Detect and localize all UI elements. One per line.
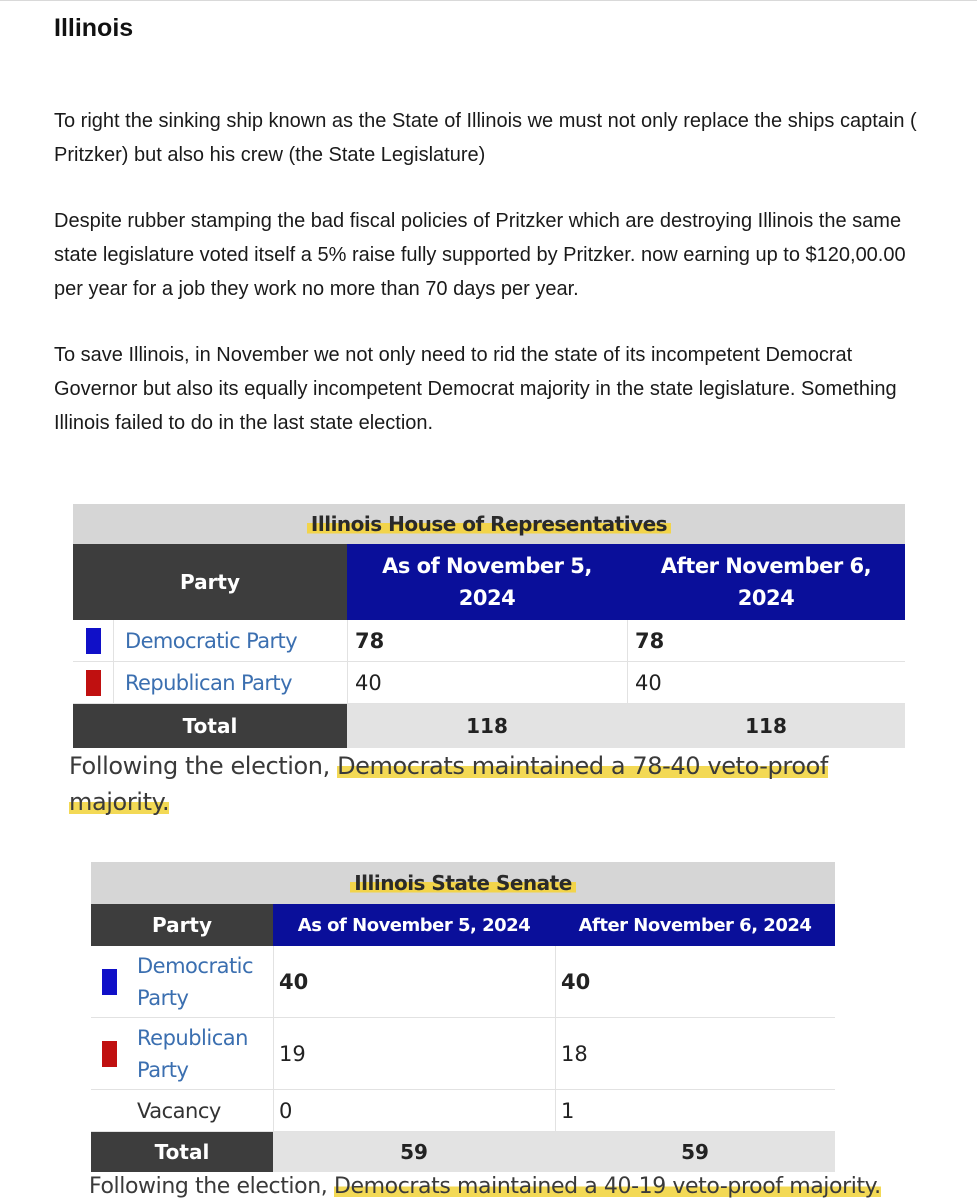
house-party-democratic: Democratic Party xyxy=(125,629,298,653)
house-caption: Illinois House of Representatives xyxy=(307,512,671,536)
republican-color-swatch xyxy=(102,1041,117,1067)
house-note-prefix: Following the election, xyxy=(69,752,338,780)
house-caption-band xyxy=(73,504,905,544)
senate-table xyxy=(91,862,835,1172)
house-party-republican: Republican Party xyxy=(125,671,292,695)
senate-dem-after: 40 xyxy=(561,970,591,994)
democratic-color-swatch xyxy=(86,628,101,654)
republican-color-swatch xyxy=(86,670,101,696)
house-rep-before: 40 xyxy=(355,671,382,695)
senate-divider xyxy=(273,946,274,1132)
house-note-highlight-1: Democrats maintained a 78-40 veto-proof xyxy=(337,752,828,780)
top-divider xyxy=(0,0,977,1)
senate-total-after: 59 xyxy=(555,1132,835,1172)
senate-header-party: Party xyxy=(91,904,273,946)
senate-party-republican-line1: Republican xyxy=(137,1026,248,1050)
senate-header-after: After November 6, 2024 xyxy=(555,904,835,946)
house-divider xyxy=(627,620,628,704)
paragraph-2: Despite rubber stamping the bad fiscal policies of Pritzker which are destroying Illinois the same state legislature voted itself a 5% raise fully supported by Pritzker. now earning up to $120,00.00 per year for a job they work no more than 70 days per year. xyxy=(54,210,906,300)
house-note xyxy=(69,748,909,820)
senate-swatch-cell xyxy=(91,946,127,1018)
house-rep-after: 40 xyxy=(635,671,662,695)
house-header-party: Party xyxy=(73,544,347,620)
house-total-after: 118 xyxy=(627,704,905,748)
senate-caption-band xyxy=(91,862,835,904)
paragraph-1: To right the sinking ship known as the State of Illinois we must not only replace the ships captain ( Pritzker) but also his crew (the State Legislature) xyxy=(54,110,917,166)
senate-rep-after: 18 xyxy=(561,1042,588,1066)
senate-caption: Illinois State Senate xyxy=(350,871,576,895)
house-swatch-cell xyxy=(73,662,113,704)
house-header-after xyxy=(627,544,905,620)
house-dem-before: 78 xyxy=(355,629,385,653)
house-header-before-line1: As of November 5, xyxy=(382,554,592,578)
senate-party-vacancy: Vacancy xyxy=(137,1099,221,1123)
house-divider xyxy=(347,620,348,704)
senate-note-highlight: Democrats maintained a 40-19 veto-proof majority. xyxy=(333,1174,881,1199)
house-divider xyxy=(113,620,114,704)
house-header-before xyxy=(347,544,627,620)
senate-party-democratic-line2: Party xyxy=(137,986,189,1010)
senate-party-democratic-line1: Democratic xyxy=(137,954,254,978)
house-header-after-line2: 2024 xyxy=(737,586,795,610)
democratic-color-swatch xyxy=(102,969,117,995)
house-dem-after: 78 xyxy=(635,629,665,653)
senate-divider xyxy=(555,946,556,1132)
senate-vac-after: 1 xyxy=(561,1099,575,1123)
senate-party-democratic xyxy=(137,946,271,1018)
house-note-highlight-2: majority. xyxy=(69,788,170,816)
senate-party-republican-line2: Party xyxy=(137,1058,189,1082)
senate-swatch-cell xyxy=(91,1018,127,1090)
house-swatch-cell xyxy=(73,620,113,662)
embedded-tables-image xyxy=(55,494,923,1200)
house-total-label: Total xyxy=(73,704,347,748)
senate-note-prefix: Following the election, xyxy=(89,1174,334,1199)
senate-note xyxy=(89,1172,923,1202)
house-header-after-line1: After November 6, xyxy=(660,554,872,578)
senate-vac-before: 0 xyxy=(279,1099,293,1123)
house-total-before: 118 xyxy=(347,704,627,748)
senate-dem-before: 40 xyxy=(279,970,309,994)
article-title: Illinois xyxy=(54,14,134,42)
senate-party-republican xyxy=(137,1018,271,1090)
senate-rep-before: 19 xyxy=(279,1042,306,1066)
senate-total-before: 59 xyxy=(273,1132,555,1172)
senate-header-before: As of November 5, 2024 xyxy=(273,904,555,946)
paragraph-3: To save Illinois, in November we not only need to rid the state of its incompetent Democrat Governor but also its equally incompetent Democrat majority in the state legislature. Something Illinois failed to do in the last state election. xyxy=(54,344,897,434)
house-table xyxy=(73,504,905,748)
senate-total-label: Total xyxy=(91,1132,273,1172)
house-header-before-line2: 2024 xyxy=(458,586,516,610)
